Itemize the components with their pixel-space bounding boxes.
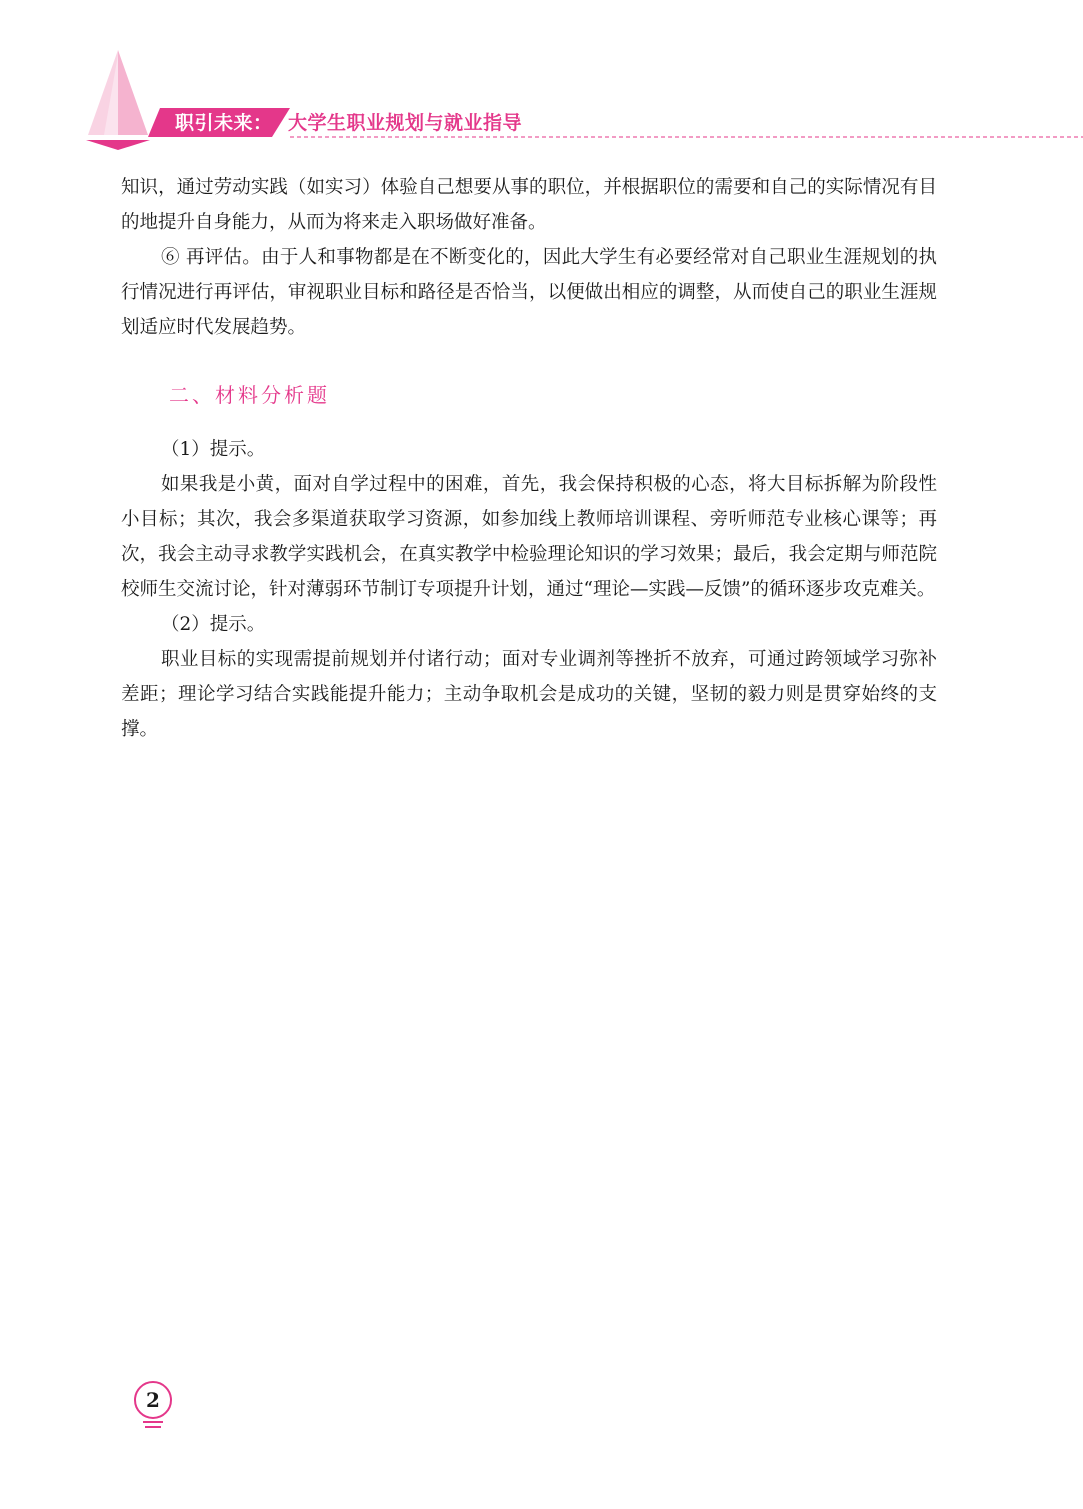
sailboat-logo-icon [0,0,1083,160]
question-2-answer: 职业目标的实现需提前规划并付诸行动；面对专业调剂等挫折不放弃，可通过跨领域学习弥补差距；理论学习结合实践能提升能力；主动争取机会是成功的关键，坚韧的毅力则是贯穿始终的支撑。 [121,649,937,740]
page-body [121,170,937,747]
page-header [0,0,1083,160]
paragraph-reevaluation: ⑥ 再评估。由于人和事物都是在不断变化的，因此大学生有必要经常对自己职业生涯规划的执行情况进行再评估，审视职业目标和路径是否恰当，以便做出相应的调整，从而使自己的职业生涯规划适应时代发展趋势。 [121,247,937,338]
page-number: 2 [146,1388,160,1412]
book-subtitle: 大学生职业规划与就业指导 [288,112,523,134]
question-1-label: （1）提示。 [161,439,266,460]
question-2-label: （2）提示。 [161,614,266,635]
section-heading: 二、材料分析题 [169,383,330,407]
book-series-title: 职引未来： [175,112,273,134]
question-1-answer: 如果我是小黄，面对自学过程中的困难，首先，我会保持积极的心态，将大目标拆解为阶段性小目标；其次，我会多渠道获取学习资源，如参加线上教师培训课程、旁听师范专业核心课等；再次，我会主动寻求教学实践机会，在真实教学中检验理论知识的学习效果；最后，我会定期与师范院校师生交流讨论，针对薄弱环节制订专项提升计划，通过“理论—实践—反馈”的循环逐步攻克难关。 [121,474,937,600]
paragraph-continued: 知识，通过劳动实践（如实习）体验自己想要从事的职位，并根据职位的需要和自己的实际情况有目的地提升自身能力，从而为将来走入职场做好准备。 [121,177,937,233]
page-number-badge [128,1380,178,1436]
